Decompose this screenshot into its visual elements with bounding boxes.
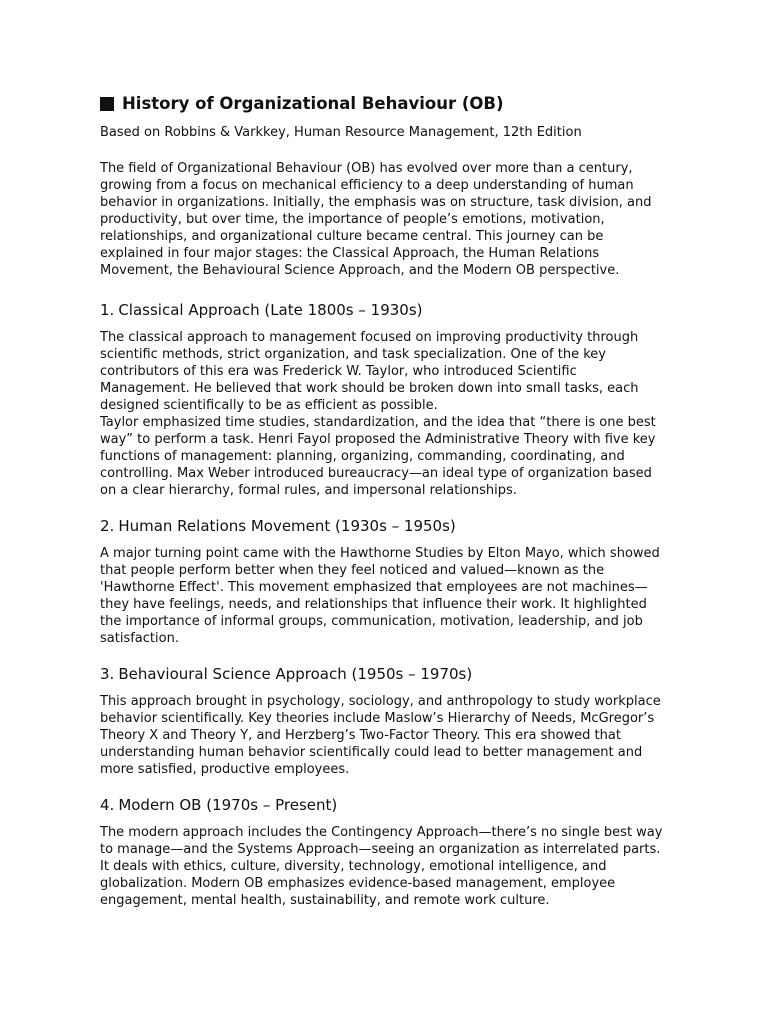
section-human-relations [100, 517, 670, 647]
section-title: Human Relations Movement (1930s – 1950s) [118, 517, 456, 535]
section-number: 4. [100, 796, 115, 814]
section-heading [100, 517, 670, 536]
title-row [100, 94, 670, 114]
section-title: Behavioural Science Approach (1950s – 1970s) [118, 665, 473, 683]
intro-paragraph: The field of Organizational Behaviour (OB) has evolved over more than a century, growing from a focus on mechanical efficiency to a deep understanding of human behavior in organizations. Initially, the emphasis was on structure, task division, and productivity, but over time, the importance of people’s emotions, motivation, relationships, and organizational culture became central. This journey can be explained in four major stages: the Classical Approach, the Human Relations Movement, the Behavioural Science Approach, and the Modern OB perspective. [100, 161, 652, 278]
section-number: 2. [100, 517, 115, 535]
section-behavioural-science [100, 665, 670, 778]
section-paragraph: This approach brought in psychology, sociology, and anthropology to study workplace behavior scientifically. Key theories include Maslow’s Hierarchy of Needs, McGregor’s Theory X and Theory Y, and Herzberg’s Two-Factor Theory. This era showed that understanding human behavior scientifically could lead to better management and more satisfied, productive employees. [100, 694, 661, 777]
document-subtitle: Based on Robbins & Varkkey, Human Resource Management, 12th Edition [100, 125, 582, 140]
section-heading [100, 796, 670, 815]
section-title: Classical Approach (Late 1800s – 1930s) [118, 301, 423, 319]
document-page [100, 94, 670, 927]
section-paragraph: Taylor emphasized time studies, standardization, and the idea that “there is one best way” to perform a task. Henri Fayol proposed the Administrative Theory with five key functions of management: planning, organizing, commanding, coordinating, and controlling. Max Weber introduced bureaucracy—an ideal type of organization based on a clear hierarchy, formal rules, and impersonal relationships. [100, 415, 656, 498]
section-heading [100, 301, 670, 320]
section-paragraph: The classical approach to management focused on improving productivity through scientific methods, strict organization, and task specialization. One of the key contributors of this era was Frederick W. Taylor, who introduced Scientific Management. He believed that work should be broken down into small tasks, each designed scientifically to be as efficient as possible. [100, 330, 639, 413]
document-title: History of Organizational Behaviour (OB) [122, 94, 504, 113]
section-paragraph: The modern approach includes the Contingency Approach—there’s no single best way to manage—and the Systems Approach—seeing an organization as interrelated parts. It deals with ethics, culture, diversity, technology, emotional intelligence, and globalization. Modern OB emphasizes evidence-based management, employee engagement, mental health, sustainability, and remote work culture. [100, 825, 663, 908]
section-paragraph: A major turning point came with the Hawthorne Studies by Elton Mayo, which showed that people perform better when they feel noticed and valued—known as the 'Hawthorne Effect'. This movement emphasized that employees are not machines—they have feelings, needs, and relationships that influence their work. It highlighted the importance of informal groups, communication, motivation, leadership, and job satisfaction. [100, 546, 660, 646]
black-square-icon [100, 97, 114, 111]
section-heading [100, 665, 670, 684]
section-number: 1. [100, 301, 115, 319]
section-modern-ob [100, 796, 670, 909]
section-number: 3. [100, 665, 115, 683]
section-classical-approach [100, 301, 670, 499]
section-title: Modern OB (1970s – Present) [118, 796, 338, 814]
